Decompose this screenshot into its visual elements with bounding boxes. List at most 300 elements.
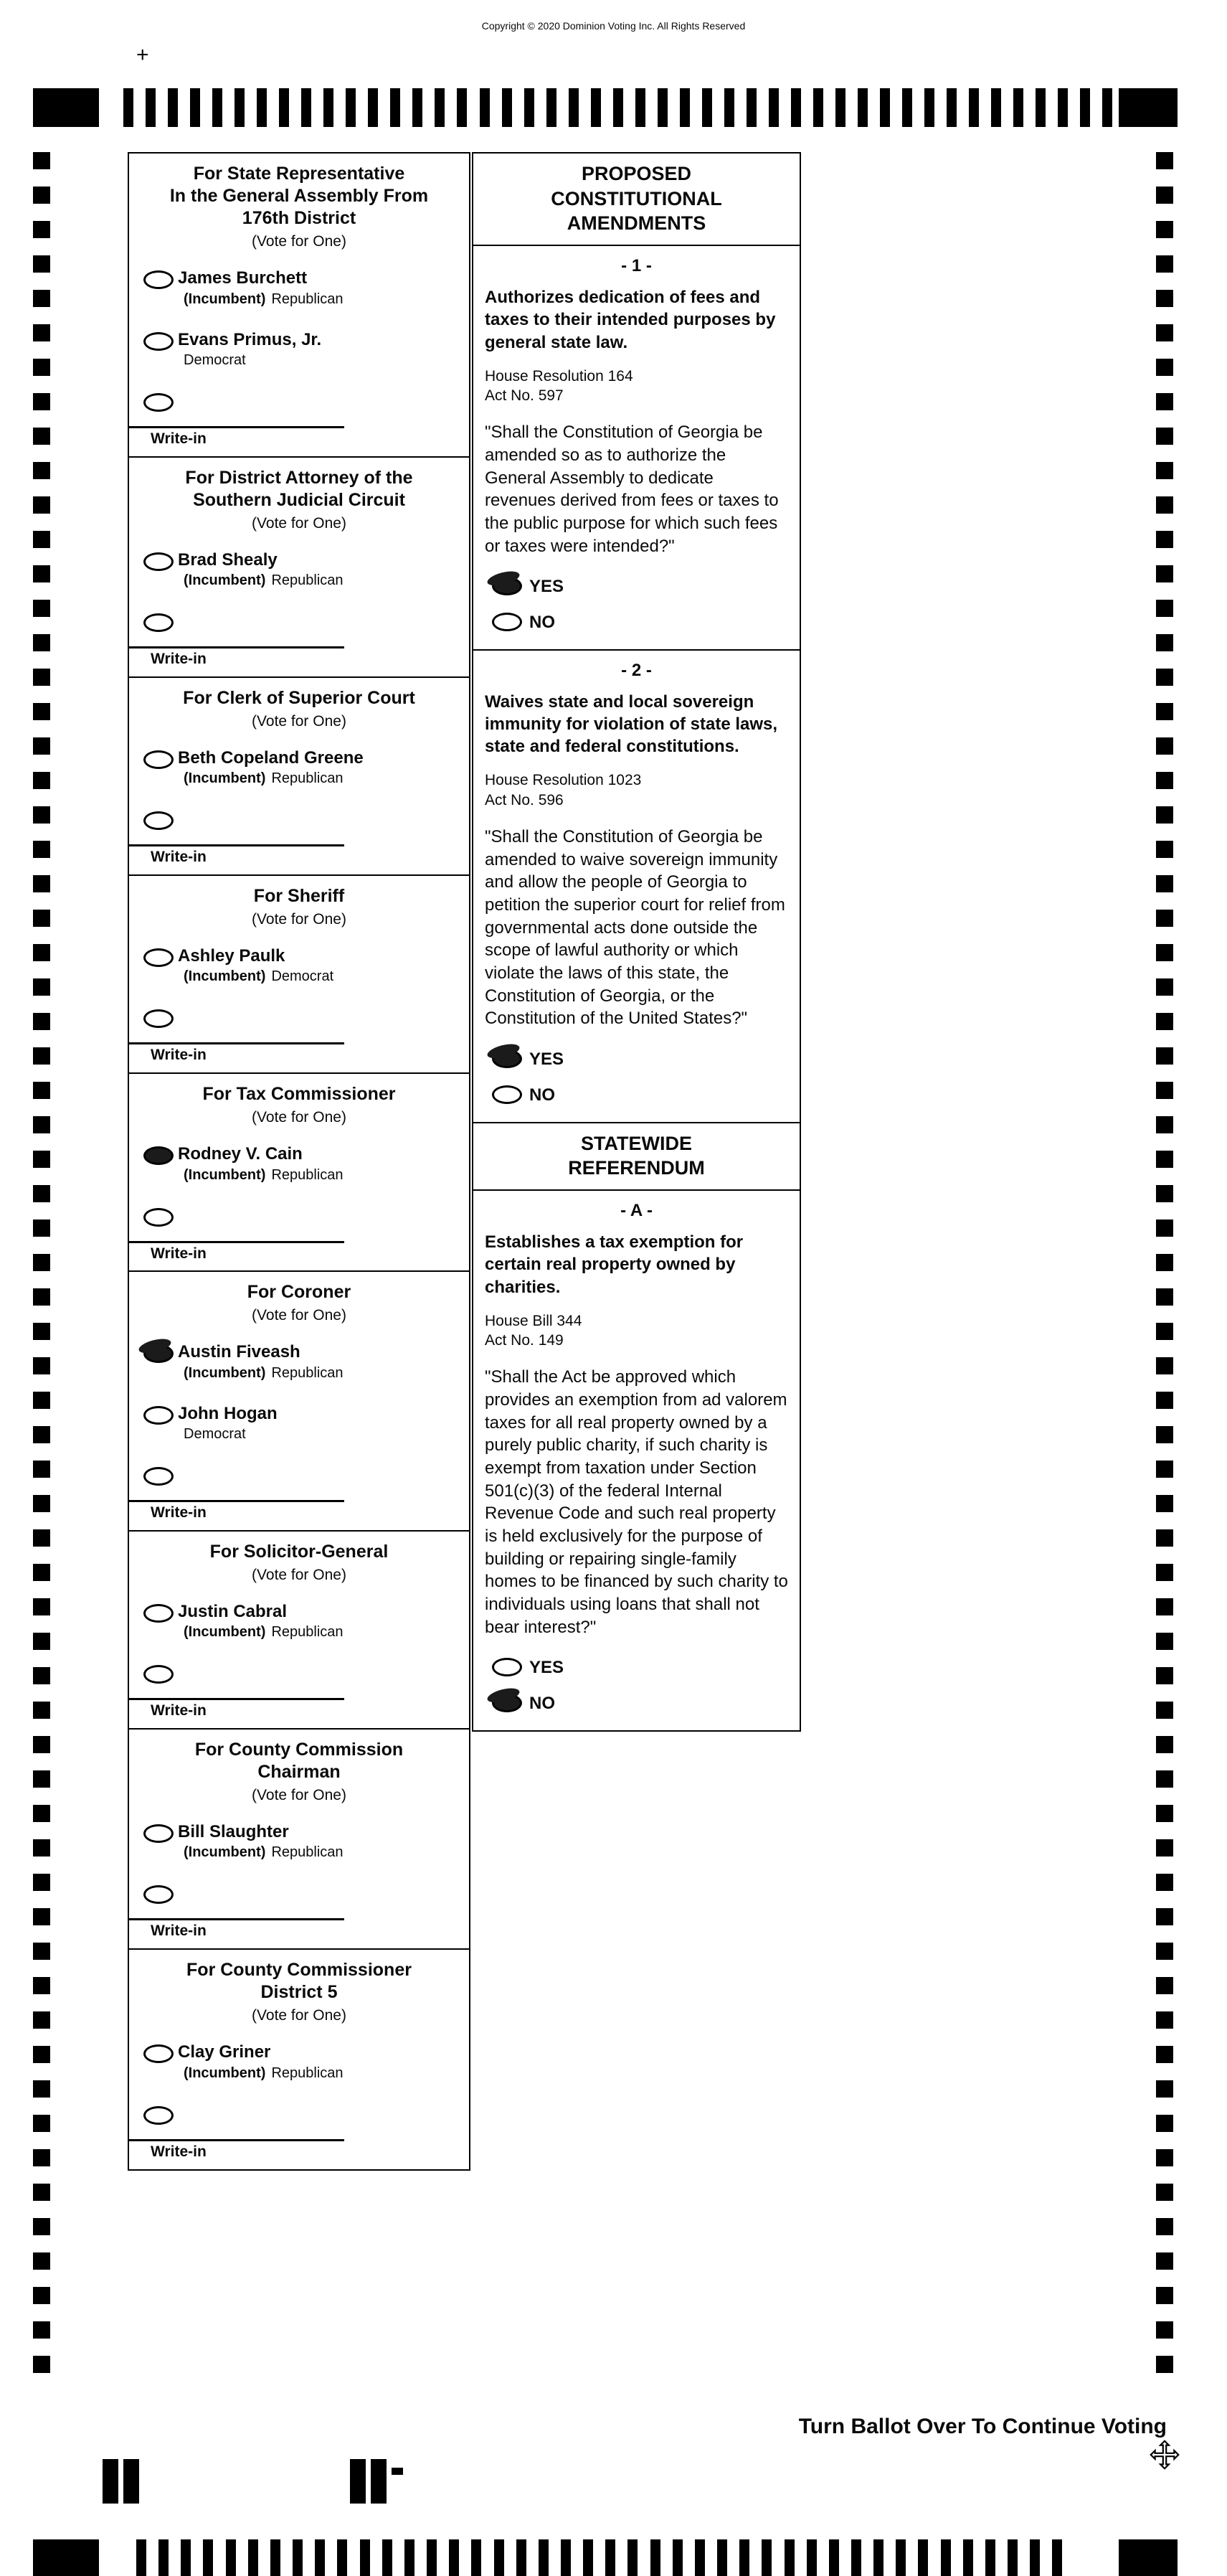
timing-square <box>33 1357 50 1374</box>
contest-title-line: Southern Judicial Circuit <box>193 489 405 510</box>
candidate-detail <box>178 572 463 590</box>
timing-bar <box>873 2539 883 2576</box>
timing-square <box>1156 2287 1173 2304</box>
timing-square <box>33 221 50 238</box>
timing-square <box>1156 1151 1173 1168</box>
timing-square <box>1156 2149 1173 2166</box>
candidate-name: Beth Copeland Greene <box>178 747 364 768</box>
contest-header <box>129 154 469 256</box>
vote-bubble[interactable] <box>492 1085 522 1104</box>
vote-bubble[interactable] <box>143 1208 174 1227</box>
timing-bar <box>301 88 311 127</box>
candidate-name: Bill Slaughter <box>178 1821 289 1841</box>
contest-title-line: For Clerk of Superior Court <box>183 687 415 708</box>
timing-square <box>1156 1805 1173 1822</box>
timing-bar <box>257 88 267 127</box>
timing-square <box>1156 1598 1173 1615</box>
timing-square <box>1156 2252 1173 2270</box>
timing-bar <box>785 2539 795 2576</box>
timing-bar <box>613 88 623 127</box>
timing-square <box>1156 1977 1173 1994</box>
timing-bar <box>146 88 156 127</box>
contest-box <box>128 676 470 877</box>
candidate-name: Ashley Paulk <box>178 945 285 966</box>
timing-square <box>1156 255 1173 273</box>
vote-bubble[interactable] <box>492 1658 522 1676</box>
timing-bar <box>902 88 912 127</box>
timing-square <box>33 359 50 376</box>
timing-bar <box>858 88 868 127</box>
timing-square <box>1156 1702 1173 1719</box>
timing-square <box>1156 978 1173 996</box>
candidate-name: Brad Shealy <box>178 549 278 570</box>
timing-square <box>33 1874 50 1891</box>
vote-bubble[interactable] <box>143 1467 174 1486</box>
timing-marks-left <box>33 152 50 2373</box>
timing-square <box>33 187 50 204</box>
timing-square <box>1156 1116 1173 1133</box>
timing-square <box>33 978 50 996</box>
candidate-list <box>129 1132 469 1238</box>
timing-square <box>33 1185 50 1202</box>
contest-title-line: For District Attorney of the <box>185 467 413 488</box>
timing-square <box>1156 703 1173 720</box>
timing-bar <box>1013 88 1023 127</box>
measure-box <box>472 245 801 651</box>
measure-box <box>472 649 801 1123</box>
timing-bar <box>969 88 979 127</box>
timing-square <box>1156 1288 1173 1306</box>
incumbent-label: (Incumbent) <box>184 1166 266 1183</box>
candidate-row <box>129 2030 469 2092</box>
section-header-line: AMENDMENTS <box>567 212 706 235</box>
timing-square <box>1156 393 1173 410</box>
writein-label: Write-in <box>151 651 207 668</box>
contest-title-line: 176th District <box>242 208 356 228</box>
contest-title-line: For Sheriff <box>253 885 345 906</box>
timing-square <box>33 1013 50 1030</box>
timing-bar <box>829 2539 839 2576</box>
measure-question: "Shall the Act be approved which provides an exemption from ad valorem taxes for all real property owned by a purely public charity, if such charity is exempt from taxation under Section 501(c)(3) of the federal Internal Revenue Code and such real property is held exclusively for the purpose of building or repairing single-family homes to be financed by such charity to individuals using loans that shall not bear interest?" <box>485 1367 788 1637</box>
party-label: Republican <box>271 2065 344 2081</box>
timing-bar <box>190 88 200 127</box>
candidate-name: Austin Fiveash <box>178 1342 300 1362</box>
writein-label: Write-in <box>151 849 207 866</box>
candidate-row <box>129 318 469 379</box>
timing-block-bottom-right <box>1119 2539 1178 2576</box>
timing-square <box>1156 496 1173 514</box>
measure-reference-line: Act No. 596 <box>485 791 564 808</box>
timing-square <box>1156 1185 1173 1202</box>
turn-ballot-over-instruction: Turn Ballot Over To Continue Voting <box>798 2415 1167 2438</box>
timing-square <box>33 1564 50 1581</box>
timing-square <box>33 875 50 892</box>
vote-bubble[interactable] <box>143 750 174 769</box>
timing-bar <box>1030 2539 1040 2576</box>
timing-square <box>33 1219 50 1237</box>
timing-bar <box>323 88 333 127</box>
timing-bar <box>605 2539 615 2576</box>
timing-block-top-right <box>1119 88 1178 127</box>
timing-bar <box>627 2539 638 2576</box>
timing-square <box>1156 2218 1173 2235</box>
writein-bubble-row <box>129 1453 469 1497</box>
timing-bar <box>1058 88 1068 127</box>
vote-for-instruction: (Vote for One) <box>252 1108 346 1126</box>
candidate-detail <box>178 770 463 788</box>
measure-summary: Waives state and local sovereign immunity for violation of state laws, state and federal constitutions. <box>485 692 778 757</box>
measure-reference <box>485 367 788 406</box>
vote-bubble[interactable] <box>143 948 174 967</box>
writein-bubble-row <box>129 797 469 841</box>
measure-options <box>485 1650 788 1722</box>
vote-bubble[interactable] <box>143 613 174 632</box>
timing-square <box>1156 1839 1173 1856</box>
measure-reference-line: House Bill 344 <box>485 1312 582 1329</box>
timing-bar <box>991 88 1001 127</box>
timing-bar <box>851 2539 861 2576</box>
vote-for-instruction: (Vote for One) <box>252 712 346 730</box>
candidate-detail <box>178 352 463 369</box>
timing-square <box>33 1667 50 1684</box>
measure-reference-line: Act No. 597 <box>485 387 564 404</box>
timing-square <box>33 1943 50 1960</box>
timing-square <box>33 600 50 617</box>
timing-square <box>1156 1770 1173 1788</box>
timing-bar <box>769 88 779 127</box>
contest-title-line: For County Commission <box>194 1739 404 1760</box>
measure-option-row <box>485 569 788 605</box>
option-label: NO <box>529 1085 555 1105</box>
contest-title <box>136 1739 462 1783</box>
timing-square <box>1156 2184 1173 2201</box>
incumbent-label: (Incumbent) <box>184 2065 266 2081</box>
timing-square <box>33 1770 50 1788</box>
code-bar <box>350 2459 366 2504</box>
timing-square <box>33 841 50 858</box>
vote-bubble[interactable] <box>143 1009 174 1028</box>
contest-title-line: For State Representative <box>193 164 405 184</box>
contest-title-line: Chairman <box>257 1761 341 1782</box>
timing-bar <box>404 2539 414 2576</box>
candidate-detail <box>178 1364 463 1382</box>
vote-bubble[interactable] <box>143 1824 174 1843</box>
contest-title <box>136 687 462 709</box>
timing-square <box>1156 359 1173 376</box>
timing-square <box>1156 1392 1173 1409</box>
section-header-line: PROPOSED <box>581 163 692 184</box>
timing-bar <box>390 88 400 127</box>
timing-bar <box>293 2539 303 2576</box>
option-label: YES <box>529 1049 564 1070</box>
timing-square <box>33 772 50 789</box>
contest-box <box>128 456 470 679</box>
timing-bar <box>226 2539 236 2576</box>
contest-header <box>129 876 469 934</box>
measure-section-header <box>472 1122 801 1192</box>
timing-square <box>1156 1908 1173 1925</box>
vote-bubble[interactable] <box>143 1665 174 1684</box>
candidate-detail <box>178 1166 463 1184</box>
timing-bar <box>279 88 289 127</box>
timing-bar <box>136 2539 146 2576</box>
timing-square <box>33 944 50 961</box>
timing-bar <box>203 2539 213 2576</box>
measure-option-row <box>485 1077 788 1113</box>
timing-square <box>1156 290 1173 307</box>
vote-bubble[interactable] <box>143 332 174 351</box>
candidate-name: James Burchett <box>178 268 308 288</box>
contest-box <box>128 1728 470 1950</box>
timing-square <box>33 1908 50 1925</box>
incumbent-label: (Incumbent) <box>184 572 266 589</box>
timing-square <box>33 1977 50 1994</box>
timing-square <box>33 1254 50 1271</box>
measure-summary: Establishes a tax exemption for certain real property owned by charities. <box>485 1232 744 1297</box>
timing-square <box>1156 1082 1173 1099</box>
four-way-arrow-icon <box>1149 2439 1180 2471</box>
writein-label: Write-in <box>151 2143 207 2160</box>
vote-bubble[interactable] <box>492 577 522 595</box>
timing-square <box>1156 841 1173 858</box>
measure-number: - 1 - <box>621 256 652 276</box>
candidate-list <box>129 736 469 842</box>
timing-square <box>33 1598 50 1615</box>
vote-bubble[interactable] <box>143 811 174 830</box>
timing-square <box>1156 1426 1173 1443</box>
timing-bar <box>1052 2539 1062 2576</box>
candidate-list <box>129 538 469 644</box>
candidate-name: Evans Primus, Jr. <box>178 329 322 349</box>
timing-square <box>1156 1047 1173 1065</box>
timing-square <box>1156 944 1173 961</box>
timing-bar <box>248 2539 258 2576</box>
contest-title <box>136 885 462 907</box>
timing-bar <box>1008 2539 1018 2576</box>
timing-square <box>1156 1564 1173 1581</box>
registration-plus-mark: + <box>136 43 149 67</box>
candidate-name: Justin Cabral <box>178 1601 288 1621</box>
timing-bar <box>234 88 245 127</box>
measure-options <box>485 569 788 641</box>
timing-square <box>1156 462 1173 479</box>
timing-bar <box>123 88 133 127</box>
section-header-line: CONSTITUTIONAL <box>551 187 722 209</box>
contest-box <box>128 1948 470 2171</box>
candidate-row <box>129 256 469 318</box>
contest-box <box>128 1270 470 1532</box>
timing-square <box>33 2218 50 2235</box>
vote-bubble[interactable] <box>143 2106 174 2125</box>
timing-bar <box>346 88 356 127</box>
timing-square <box>1156 2321 1173 2339</box>
vote-bubble[interactable] <box>143 1604 174 1623</box>
party-label: Democrat <box>184 352 246 369</box>
timing-square <box>33 393 50 410</box>
timing-bar <box>791 88 801 127</box>
party-label: Republican <box>271 1624 344 1641</box>
timing-square <box>33 565 50 582</box>
incumbent-label: (Incumbent) <box>184 291 266 307</box>
contest-header <box>129 1532 469 1590</box>
candidate-list <box>129 934 469 1040</box>
contest-title <box>136 163 462 230</box>
candidate-list <box>129 2030 469 2136</box>
timing-square <box>1156 2115 1173 2132</box>
measure-options <box>485 1042 788 1113</box>
timing-square <box>33 1633 50 1650</box>
timing-square <box>33 2252 50 2270</box>
timing-square <box>1156 772 1173 789</box>
timing-square <box>1156 1357 1173 1374</box>
timing-square <box>33 669 50 686</box>
vote-for-instruction: (Vote for One) <box>252 514 346 532</box>
timing-square <box>1156 1254 1173 1271</box>
candidate-row <box>129 736 469 798</box>
candidate-detail <box>178 2065 463 2082</box>
timing-square <box>33 496 50 514</box>
vote-bubble[interactable] <box>492 1049 522 1068</box>
contest-title-line: For Solicitor-General <box>209 1541 389 1562</box>
timing-bar <box>762 2539 772 2576</box>
contest-box <box>128 1072 470 1273</box>
timing-bar <box>724 88 734 127</box>
candidate-row <box>129 1132 469 1194</box>
contest-header <box>129 1272 469 1330</box>
timing-square <box>1156 600 1173 617</box>
timing-square <box>1156 531 1173 548</box>
contest-header <box>129 1950 469 2030</box>
timing-block-top-left <box>33 88 99 127</box>
candidate-detail <box>178 1425 463 1443</box>
timing-bar <box>412 88 422 127</box>
candidate-detail <box>178 968 463 986</box>
party-label: Republican <box>271 770 344 787</box>
timing-square <box>1156 187 1173 204</box>
timing-bar <box>494 2539 504 2576</box>
timing-bar <box>739 2539 749 2576</box>
timing-square <box>1156 1529 1173 1547</box>
timing-square <box>33 703 50 720</box>
contest-title <box>136 1541 462 1563</box>
code-bar <box>371 2459 387 2504</box>
timing-square <box>1156 2011 1173 2029</box>
vote-bubble[interactable] <box>143 552 174 571</box>
timing-bar <box>457 88 467 127</box>
vote-bubble[interactable] <box>492 613 522 631</box>
measure-number: - A - <box>620 1201 653 1221</box>
timing-bar <box>471 2539 481 2576</box>
timing-square <box>1156 2356 1173 2373</box>
vote-bubble[interactable] <box>143 270 174 289</box>
timing-bar <box>941 2539 951 2576</box>
incumbent-label: (Incumbent) <box>184 770 266 787</box>
incumbent-label: (Incumbent) <box>184 1624 266 1641</box>
timing-square <box>33 2046 50 2063</box>
timing-square <box>1156 2080 1173 2098</box>
timing-square <box>33 1839 50 1856</box>
incumbent-label: (Incumbent) <box>184 968 266 985</box>
contest-header <box>129 678 469 736</box>
contest-title <box>136 1083 462 1105</box>
vote-for-instruction: (Vote for One) <box>252 1566 346 1583</box>
contest-box <box>128 152 470 458</box>
timing-square <box>33 1426 50 1443</box>
contest-header <box>129 1730 469 1810</box>
timing-square <box>33 1702 50 1719</box>
writein-label: Write-in <box>151 430 207 448</box>
candidate-name: John Hogan <box>178 1403 278 1423</box>
option-label: YES <box>529 577 564 597</box>
timing-square <box>1156 737 1173 755</box>
timing-square <box>1156 669 1173 686</box>
writein-bubble-row <box>129 1871 469 1915</box>
timing-bar <box>985 2539 995 2576</box>
timing-square <box>33 2011 50 2029</box>
candidate-row <box>129 1330 469 1392</box>
timing-square <box>33 1323 50 1340</box>
vote-bubble[interactable] <box>143 2044 174 2063</box>
vote-bubble[interactable] <box>143 1885 174 1904</box>
writein-label: Write-in <box>151 1702 207 1719</box>
timing-bar <box>524 88 534 127</box>
candidate-list <box>129 1810 469 1916</box>
timing-square <box>33 1116 50 1133</box>
measure-summary: Authorizes dedication of fees and taxes to their intended purposes by general state law. <box>485 288 776 352</box>
candidate-list <box>129 1330 469 1497</box>
timing-bar <box>502 88 512 127</box>
timing-square <box>33 737 50 755</box>
timing-square <box>1156 565 1173 582</box>
timing-square <box>33 1461 50 1478</box>
timing-square <box>33 2356 50 2373</box>
timing-bar <box>337 2539 347 2576</box>
measure-reference <box>485 1311 788 1351</box>
vote-bubble[interactable] <box>143 1146 174 1165</box>
section-header-line: STATEWIDE <box>581 1132 692 1154</box>
timing-bar <box>158 2539 169 2576</box>
candidate-row <box>129 538 469 600</box>
vote-bubble[interactable] <box>143 393 174 412</box>
candidate-name: Rodney V. Cain <box>178 1143 303 1164</box>
vote-bubble[interactable] <box>492 1694 522 1712</box>
candidate-row <box>129 1392 469 1453</box>
measure-number: - 2 - <box>621 660 652 680</box>
timing-bar <box>212 88 222 127</box>
code-bar <box>123 2459 139 2504</box>
copyright-text: Copyright © 2020 Dominion Voting Inc. All Rights Reserved <box>481 20 746 32</box>
timing-bar <box>181 2539 191 2576</box>
contest-title <box>136 1959 462 2004</box>
vote-bubble[interactable] <box>143 1406 174 1425</box>
contest-header <box>129 1074 469 1132</box>
measure-reference <box>485 770 788 810</box>
timing-bar <box>270 2539 280 2576</box>
incumbent-label: (Incumbent) <box>184 1364 266 1381</box>
option-label: NO <box>529 1694 555 1714</box>
measure-option-row <box>485 1686 788 1722</box>
timing-bar <box>658 88 668 127</box>
vote-bubble[interactable] <box>143 1344 174 1363</box>
vote-for-instruction: (Vote for One) <box>252 1307 346 1324</box>
timing-bar <box>368 88 378 127</box>
writein-label: Write-in <box>151 1922 207 1940</box>
timing-square <box>33 290 50 307</box>
timing-bar <box>546 88 556 127</box>
timing-marks-top <box>123 88 1113 127</box>
measure-option-row <box>485 1042 788 1077</box>
contest-box <box>128 874 470 1075</box>
